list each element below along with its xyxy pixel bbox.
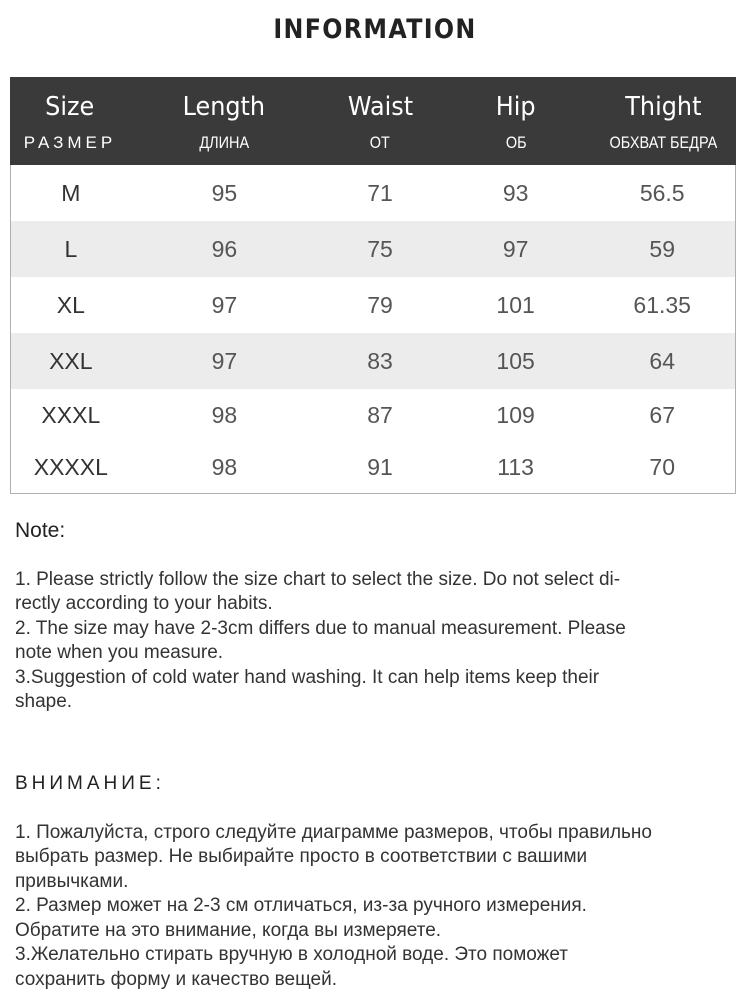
note-line: привычками. [15, 870, 129, 892]
cell-waist: 91 [367, 453, 393, 480]
cell-size: L [64, 235, 78, 262]
table-row [11, 277, 735, 333]
table-row [11, 441, 735, 493]
cell-thigh: 59 [649, 235, 675, 262]
cell-thigh: 64 [649, 347, 675, 374]
note-russian [15, 772, 735, 992]
cell-waist: 79 [367, 291, 393, 318]
note-line: rectly according to your habits. [15, 593, 273, 614]
note-line: 2. The size may have 2-3cm differs due to manual measurement. Please [15, 617, 626, 639]
column-label-ru: ДЛИНА [199, 133, 249, 152]
note-line: 3.Suggestion of cold water hand washing. It can help items keep their [15, 666, 600, 688]
column-header-waist [318, 77, 442, 165]
cell-hip: 101 [496, 291, 535, 318]
note-line: Обратите на это внимание, когда вы измеряете. [15, 919, 442, 941]
cell-hip: 113 [497, 453, 534, 480]
cell-size: XXL [49, 347, 93, 374]
column-label-en: Waist [347, 92, 413, 122]
column-header-hip [442, 77, 590, 165]
cell-waist: 71 [367, 179, 393, 206]
cell-thigh: 70 [649, 453, 675, 480]
table-row [11, 389, 735, 441]
column-label-en: Size [45, 92, 95, 122]
note-line: 2. Размер может на 2-3 см отличаться, из-за ручного измерения. [15, 895, 587, 916]
note-line: выбрать размер. Не выбирайте просто в соответствии с вашими [15, 846, 588, 867]
cell-waist: 75 [367, 235, 393, 262]
cell-hip: 105 [496, 347, 535, 374]
table-header [10, 77, 736, 165]
column-label-en: Length [182, 92, 266, 122]
column-label-en: Hip [496, 92, 536, 122]
note-english [15, 519, 735, 715]
cell-length: 95 [211, 179, 238, 206]
cell-thigh: 56.5 [639, 179, 685, 206]
note-line: 1. Please strictly follow the size chart to select the size. Do not select di- [15, 568, 621, 590]
cell-waist: 83 [367, 347, 393, 374]
note-line: shape. [15, 691, 73, 712]
note-line: 3.Желательно стирать вручную в холодной воде. Это поможет [15, 944, 569, 965]
column-label-ru: РАЗМЕР [23, 133, 117, 152]
cell-thigh: 61.35 [633, 291, 691, 318]
note-heading-ru: ВНИМАНИЕ: [15, 773, 165, 794]
cell-size: XXXXL [33, 453, 108, 480]
column-label-en: Thight [624, 92, 702, 122]
column-label-ru: ОБ [505, 133, 527, 152]
table-row [11, 165, 735, 221]
cell-hip: 97 [502, 235, 529, 262]
note-line: 1. Пожалуйста, строго следуйте диаграмме размеров, чтобы правильно [15, 821, 652, 843]
cell-hip: 109 [496, 401, 535, 428]
cell-length: 97 [211, 347, 238, 374]
cell-length: 97 [211, 291, 238, 318]
cell-hip: 93 [502, 179, 529, 206]
table-row [11, 221, 735, 277]
size-chart-table [10, 77, 736, 494]
cell-length: 98 [211, 401, 238, 428]
column-label-ru: ОТ [369, 133, 391, 152]
note-line: сохранить форму и качество вещей. [15, 968, 337, 990]
table-row [11, 333, 735, 389]
cell-size: XL [56, 291, 85, 318]
cell-length: 98 [211, 453, 238, 480]
cell-waist: 87 [367, 401, 393, 428]
cell-size: XXXL [41, 401, 101, 428]
note-heading: Note: [15, 519, 66, 542]
page-title: INFORMATION [273, 14, 477, 45]
cell-length: 96 [211, 235, 238, 262]
column-label-ru: ОБХВАТ БЕДРА [609, 133, 717, 152]
column-header-length [130, 77, 318, 165]
column-header-size [10, 77, 130, 165]
column-header-thigh [590, 77, 736, 165]
cell-thigh: 67 [649, 401, 675, 428]
cell-size: M [61, 179, 81, 206]
note-line: note when you measure. [15, 642, 224, 663]
